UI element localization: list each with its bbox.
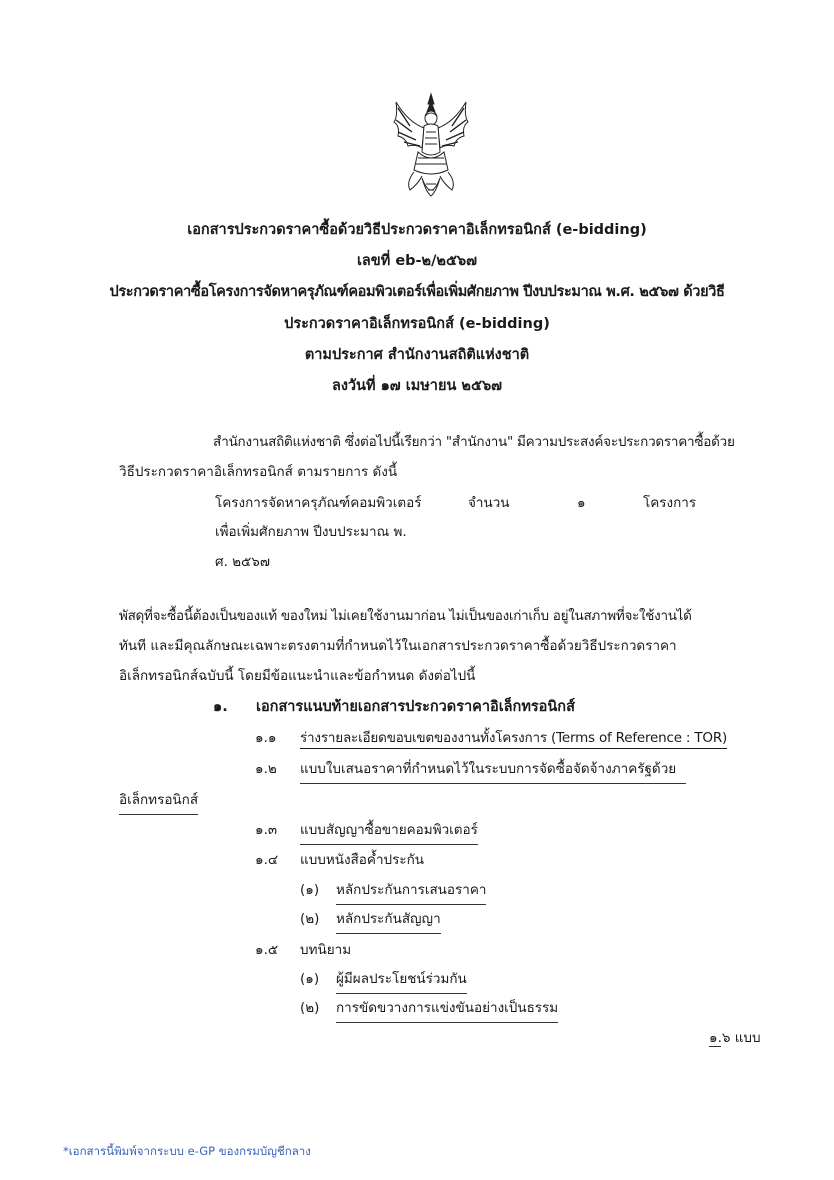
item-1-1-number: ๑.๑ — [255, 730, 277, 746]
item-1-4-2-link[interactable]: หลักประกันสัญญา — [336, 907, 441, 934]
item-1-4-1-number: (๑) — [300, 882, 320, 898]
item-1-5-text: บทนิยาม — [300, 942, 352, 958]
item-unit: โครงการ — [643, 495, 697, 511]
section-title: เอกสารแนบท้ายเอกสารประกวดราคาอิเล็กทรอนิกส์ — [256, 699, 575, 715]
item-1-4-2-number: (๒) — [300, 911, 320, 927]
requirements-line3: อิเล็กทรอนิกส์ฉบับนี้ โดยมีข้อแนะนำและข้อกำหนด ดังต่อไปนี้ — [119, 668, 476, 684]
item-1-4-1-link[interactable]: หลักประกันการเสนอราคา — [336, 878, 486, 905]
document-title: เอกสารประกวดราคาซื้อด้วยวิธีประกวดราคาอิเล็กทรอนิกส์ (e-bidding) — [187, 222, 647, 238]
announcement-line: ตามประกาศ สำนักงานสถิติแห่งชาติ — [304, 347, 530, 363]
document-number: เลขที่ eb-๒/๒๕๖๗ — [356, 253, 478, 269]
item-1-2-link[interactable]: แบบใบเสนอราคาที่กำหนดไว้ในระบบการจัดซื้อจัดจ้างภาครัฐด้วย — [300, 757, 686, 784]
project-title-line2: ประกวดราคาอิเล็กทรอนิกส์ (e-bidding) — [284, 316, 550, 332]
requirements-line1: พัสดุที่จะซื้อนี้ต้องเป็นของแท้ ของใหม่ ไม่เคยใช้งานมาก่อน ไม่เป็นของเก่าเก็บ อยู่ในสภาพที่จะใช้งานได้ — [119, 608, 692, 624]
garuda-emblem-icon — [388, 92, 474, 204]
item-name-line3: ศ. ๒๕๖๗ — [215, 554, 270, 570]
requirements-line2: ทันที และมีคุณลักษณะเฉพาะตรงตามที่กำหนดไว้ในเอกสารประกวดราคาซื้อด้วยวิธีประกวดราคา — [119, 638, 677, 654]
continuation-underline — [709, 1046, 721, 1047]
item-1-5-1-link[interactable]: ผู้มีผลประโยชน์ร่วมกัน — [336, 967, 467, 994]
item-1-2-link-continued[interactable]: อิเล็กทรอนิกส์ — [119, 788, 198, 815]
item-1-5-2-link[interactable]: การขัดขวางการแข่งขันอย่างเป็นธรรม — [336, 996, 558, 1023]
item-1-4-text: แบบหนังสือค้ำประกัน — [300, 852, 424, 868]
item-1-3-number: ๑.๓ — [255, 822, 278, 838]
item-qty: ๑ — [577, 495, 586, 511]
project-title-line1: ประกวดราคาซื้อโครงการจัดหาครุภัณฑ์คอมพิวเตอร์เพื่อเพิ่มศักยภาพ ปีงบประมาณ พ.ศ. ๒๕๖๗ ด้วยวิธี — [109, 284, 725, 300]
item-name-line2: เพื่อเพิ่มศักยภาพ ปีงบประมาณ พ. — [215, 524, 407, 540]
item-1-2-number: ๑.๒ — [255, 761, 277, 777]
item-1-4-number: ๑.๔ — [255, 852, 279, 868]
item-1-5-2-number: (๒) — [300, 1000, 320, 1016]
item-name-line1: โครงการจัดหาครุภัณฑ์คอมพิวเตอร์ — [215, 495, 422, 511]
item-1-5-1-number: (๑) — [300, 971, 320, 987]
section-number: ๑. — [213, 699, 228, 715]
announcement-date: ลงวันที่ ๑๗ เมษายน ๒๕๖๗ — [331, 378, 503, 394]
intro-line2: วิธีประกวดราคาอิเล็กทรอนิกส์ ตามรายการ ดังนี้ — [119, 464, 398, 480]
item-1-5-number: ๑.๕ — [255, 942, 279, 958]
item-1-1-link[interactable]: ร่างรายละเอียดขอบเขตของงานทั้งโครงการ (Terms of Reference : TOR) — [300, 730, 728, 746]
footer-note: *เอกสารนี้พิมพ์จากระบบ e-GP ของกรมบัญชีกลาง — [63, 1144, 311, 1158]
continuation-marker: ๑.๖ แบบ — [709, 1030, 761, 1046]
item-qty-label: จำนวน — [468, 495, 510, 511]
item-1-3-link[interactable]: แบบสัญญาซื้อขายคอมพิวเตอร์ — [300, 818, 478, 845]
intro-line1: สำนักงานสถิติแห่งชาติ ซึ่งต่อไปนี้เรียกว่า "สำนักงาน" มีความประสงค์จะประกวดราคาซื้อด้วย — [213, 434, 735, 450]
